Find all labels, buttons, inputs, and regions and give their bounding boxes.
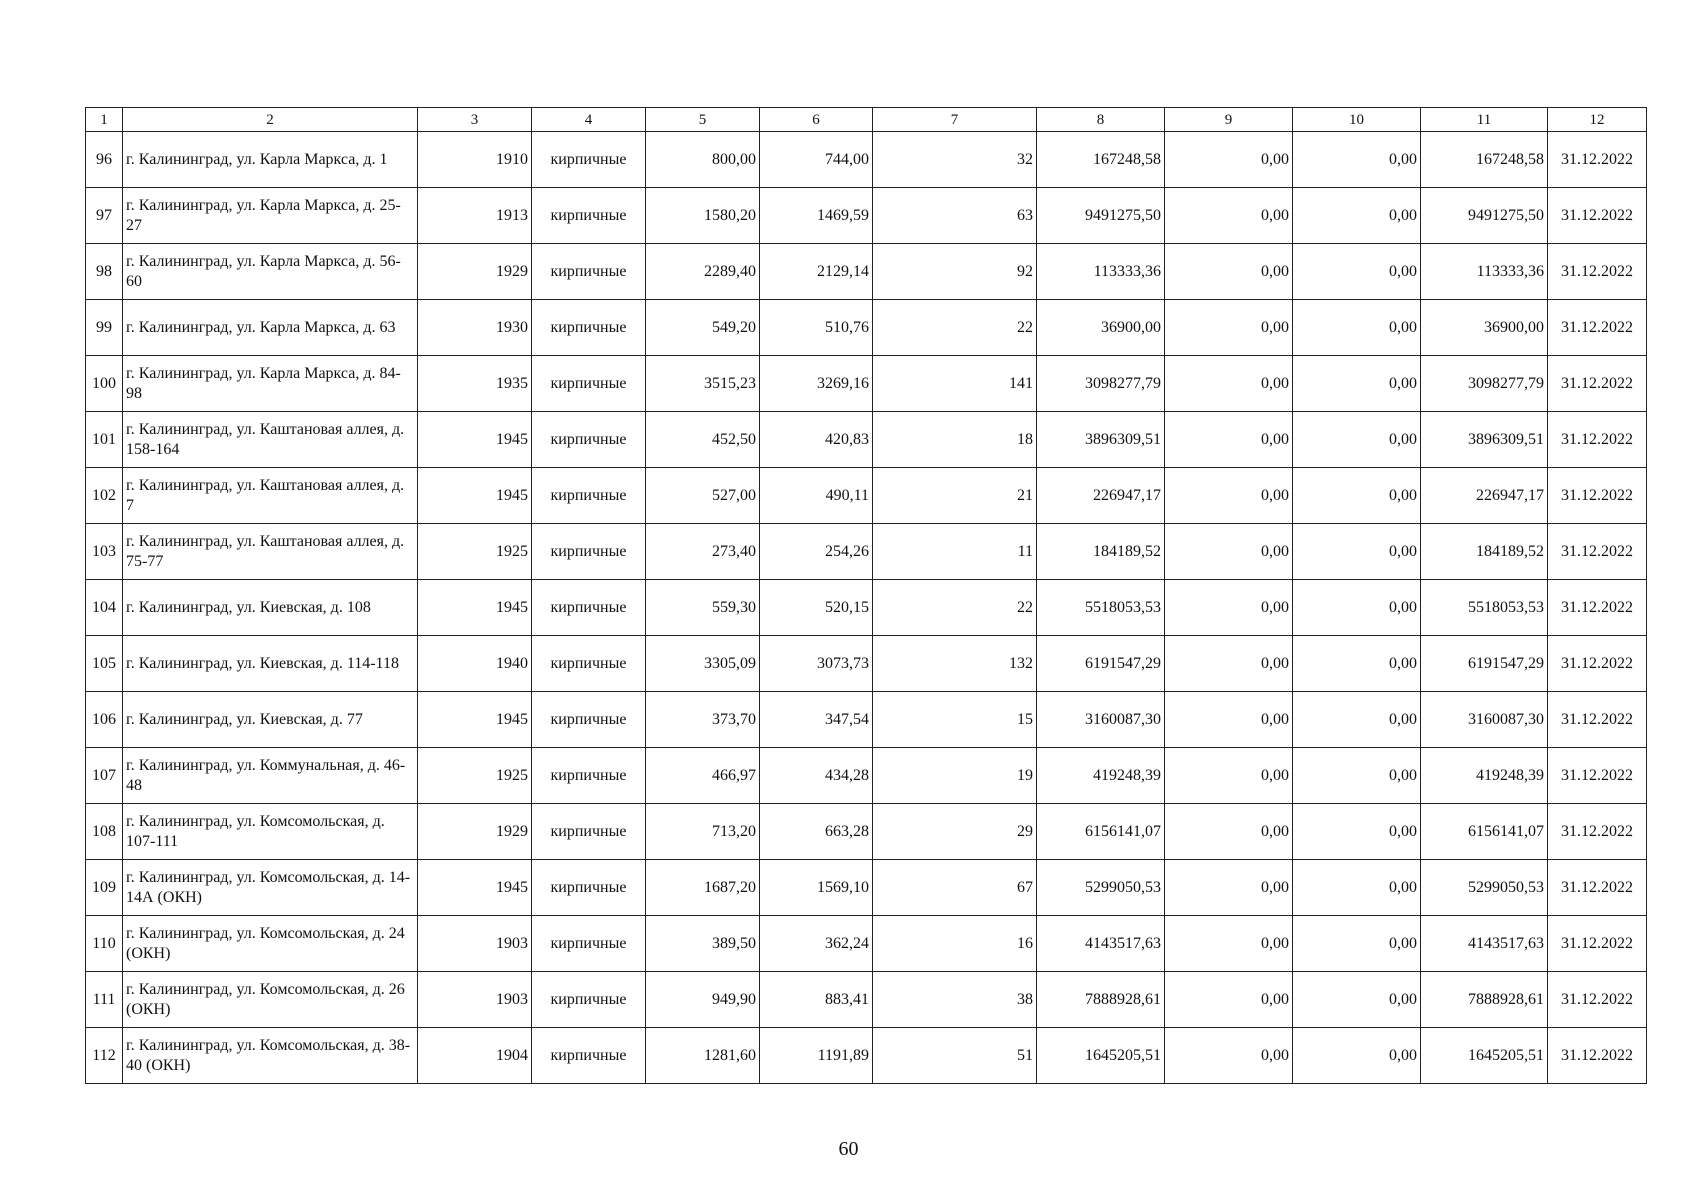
row-number-cell: 105 [86,636,123,692]
address-cell: г. Калининград, ул. Комсомольская, д. 26 (ОКН) [123,972,418,1028]
total-cost-cell: 226947,17 [1037,468,1165,524]
fund-cost-cell: 0,00 [1165,524,1293,580]
total-area-cell: 1281,60 [646,1028,760,1084]
owners-cost-cell: 5299050,53 [1421,860,1548,916]
owners-cost-cell: 167248,58 [1421,132,1548,188]
column-header: 10 [1293,108,1421,132]
column-header: 4 [532,108,646,132]
build-year-cell: 1945 [418,580,532,636]
fund-cost-cell: 0,00 [1165,692,1293,748]
living-area-cell: 1191,89 [760,1028,873,1084]
total-cost-cell: 3896309,51 [1037,412,1165,468]
build-year-cell: 1925 [418,748,532,804]
table-row [86,188,1647,244]
build-year-cell: 1929 [418,804,532,860]
row-number-cell: 104 [86,580,123,636]
address-cell: г. Калининград, ул. Киевская, д. 108 [123,580,418,636]
build-year-cell: 1935 [418,356,532,412]
build-year-cell: 1945 [418,468,532,524]
table-row [86,748,1647,804]
table-row [86,580,1647,636]
total-cost-cell: 5518053,53 [1037,580,1165,636]
deadline-date-cell: 31.12.2022 [1548,972,1647,1028]
table-row [86,916,1647,972]
living-area-cell: 510,76 [760,300,873,356]
living-area-cell: 254,26 [760,524,873,580]
total-area-cell: 3305,09 [646,636,760,692]
fund-cost-cell: 0,00 [1165,132,1293,188]
deadline-date-cell: 31.12.2022 [1548,1028,1647,1084]
owners-cost-cell: 113333,36 [1421,244,1548,300]
build-year-cell: 1913 [418,188,532,244]
residents-count-cell: 38 [873,972,1037,1028]
column-header: 8 [1037,108,1165,132]
total-cost-cell: 36900,00 [1037,300,1165,356]
build-year-cell: 1904 [418,1028,532,1084]
column-header: 1 [86,108,123,132]
table-row [86,636,1647,692]
residents-count-cell: 132 [873,636,1037,692]
total-area-cell: 273,40 [646,524,760,580]
living-area-cell: 420,83 [760,412,873,468]
address-cell: г. Калининград, ул. Карла Маркса, д. 84-98 [123,356,418,412]
budget-cost-cell: 0,00 [1293,412,1421,468]
build-year-cell: 1903 [418,916,532,972]
row-number-cell: 110 [86,916,123,972]
residents-count-cell: 16 [873,916,1037,972]
budget-cost-cell: 0,00 [1293,300,1421,356]
fund-cost-cell: 0,00 [1165,972,1293,1028]
owners-cost-cell: 5518053,53 [1421,580,1548,636]
budget-cost-cell: 0,00 [1293,1028,1421,1084]
build-year-cell: 1903 [418,972,532,1028]
address-cell: г. Калининград, ул. Карла Маркса, д. 63 [123,300,418,356]
total-area-cell: 559,30 [646,580,760,636]
owners-cost-cell: 4143517,63 [1421,916,1548,972]
owners-cost-cell: 6191547,29 [1421,636,1548,692]
table-row [86,804,1647,860]
budget-cost-cell: 0,00 [1293,804,1421,860]
row-number-cell: 96 [86,132,123,188]
fund-cost-cell: 0,00 [1165,804,1293,860]
table-row [86,244,1647,300]
deadline-date-cell: 31.12.2022 [1548,524,1647,580]
residents-count-cell: 29 [873,804,1037,860]
fund-cost-cell: 0,00 [1165,916,1293,972]
wall-material-cell: кирпичные [532,468,646,524]
column-number-row [86,108,1647,132]
owners-cost-cell: 7888928,61 [1421,972,1548,1028]
address-cell: г. Калининград, ул. Киевская, д. 114-118 [123,636,418,692]
budget-cost-cell: 0,00 [1293,860,1421,916]
column-header: 2 [123,108,418,132]
total-area-cell: 527,00 [646,468,760,524]
table-row [86,692,1647,748]
total-cost-cell: 419248,39 [1037,748,1165,804]
wall-material-cell: кирпичные [532,188,646,244]
owners-cost-cell: 6156141,07 [1421,804,1548,860]
row-number-cell: 99 [86,300,123,356]
wall-material-cell: кирпичные [532,692,646,748]
living-area-cell: 663,28 [760,804,873,860]
total-cost-cell: 5299050,53 [1037,860,1165,916]
housing-register-table [85,107,1647,1084]
fund-cost-cell: 0,00 [1165,748,1293,804]
row-number-cell: 112 [86,1028,123,1084]
build-year-cell: 1910 [418,132,532,188]
residents-count-cell: 22 [873,300,1037,356]
residents-count-cell: 141 [873,356,1037,412]
total-cost-cell: 1645205,51 [1037,1028,1165,1084]
fund-cost-cell: 0,00 [1165,1028,1293,1084]
total-area-cell: 1687,20 [646,860,760,916]
address-cell: г. Калининград, ул. Комсомольская, д. 38-40 (ОКН) [123,1028,418,1084]
owners-cost-cell: 3896309,51 [1421,412,1548,468]
table-row [86,860,1647,916]
column-header: 3 [418,108,532,132]
row-number-cell: 97 [86,188,123,244]
total-cost-cell: 3160087,30 [1037,692,1165,748]
total-cost-cell: 184189,52 [1037,524,1165,580]
residents-count-cell: 19 [873,748,1037,804]
total-area-cell: 949,90 [646,972,760,1028]
row-number-cell: 106 [86,692,123,748]
deadline-date-cell: 31.12.2022 [1548,188,1647,244]
total-area-cell: 3515,23 [646,356,760,412]
column-header: 11 [1421,108,1548,132]
table-row [86,524,1647,580]
wall-material-cell: кирпичные [532,524,646,580]
total-cost-cell: 7888928,61 [1037,972,1165,1028]
total-area-cell: 466,97 [646,748,760,804]
fund-cost-cell: 0,00 [1165,188,1293,244]
living-area-cell: 347,54 [760,692,873,748]
living-area-cell: 883,41 [760,972,873,1028]
total-area-cell: 549,20 [646,300,760,356]
address-cell: г. Калининград, ул. Каштановая аллея, д. 7 [123,468,418,524]
wall-material-cell: кирпичные [532,916,646,972]
fund-cost-cell: 0,00 [1165,860,1293,916]
residents-count-cell: 18 [873,412,1037,468]
column-header: 6 [760,108,873,132]
wall-material-cell: кирпичные [532,1028,646,1084]
total-cost-cell: 9491275,50 [1037,188,1165,244]
deadline-date-cell: 31.12.2022 [1548,412,1647,468]
row-number-cell: 109 [86,860,123,916]
budget-cost-cell: 0,00 [1293,916,1421,972]
fund-cost-cell: 0,00 [1165,580,1293,636]
address-cell: г. Калининград, ул. Киевская, д. 77 [123,692,418,748]
living-area-cell: 3269,16 [760,356,873,412]
build-year-cell: 1945 [418,860,532,916]
living-area-cell: 362,24 [760,916,873,972]
living-area-cell: 2129,14 [760,244,873,300]
build-year-cell: 1929 [418,244,532,300]
deadline-date-cell: 31.12.2022 [1548,636,1647,692]
wall-material-cell: кирпичные [532,300,646,356]
address-cell: г. Калининград, ул. Комсомольская, д. 14-14А (ОКН) [123,860,418,916]
table-row [86,356,1647,412]
table-row [86,412,1647,468]
owners-cost-cell: 3098277,79 [1421,356,1548,412]
wall-material-cell: кирпичные [532,580,646,636]
residents-count-cell: 22 [873,580,1037,636]
build-year-cell: 1930 [418,300,532,356]
wall-material-cell: кирпичные [532,860,646,916]
living-area-cell: 1469,59 [760,188,873,244]
owners-cost-cell: 419248,39 [1421,748,1548,804]
total-area-cell: 389,50 [646,916,760,972]
column-header: 5 [646,108,760,132]
budget-cost-cell: 0,00 [1293,356,1421,412]
total-area-cell: 1580,20 [646,188,760,244]
owners-cost-cell: 36900,00 [1421,300,1548,356]
address-cell: г. Калининград, ул. Каштановая аллея, д. 75-77 [123,524,418,580]
residents-count-cell: 67 [873,860,1037,916]
wall-material-cell: кирпичные [532,132,646,188]
fund-cost-cell: 0,00 [1165,412,1293,468]
row-number-cell: 98 [86,244,123,300]
total-area-cell: 373,70 [646,692,760,748]
deadline-date-cell: 31.12.2022 [1548,916,1647,972]
budget-cost-cell: 0,00 [1293,188,1421,244]
address-cell: г. Калининград, ул. Карла Маркса, д. 25-27 [123,188,418,244]
deadline-date-cell: 31.12.2022 [1548,692,1647,748]
table-row [86,300,1647,356]
build-year-cell: 1945 [418,692,532,748]
total-cost-cell: 167248,58 [1037,132,1165,188]
build-year-cell: 1940 [418,636,532,692]
address-cell: г. Калининград, ул. Карла Маркса, д. 1 [123,132,418,188]
total-area-cell: 2289,40 [646,244,760,300]
fund-cost-cell: 0,00 [1165,636,1293,692]
budget-cost-cell: 0,00 [1293,972,1421,1028]
living-area-cell: 490,11 [760,468,873,524]
living-area-cell: 1569,10 [760,860,873,916]
owners-cost-cell: 3160087,30 [1421,692,1548,748]
table-row [86,468,1647,524]
total-cost-cell: 6156141,07 [1037,804,1165,860]
total-cost-cell: 3098277,79 [1037,356,1165,412]
wall-material-cell: кирпичные [532,972,646,1028]
owners-cost-cell: 1645205,51 [1421,1028,1548,1084]
wall-material-cell: кирпичные [532,804,646,860]
total-cost-cell: 113333,36 [1037,244,1165,300]
living-area-cell: 520,15 [760,580,873,636]
budget-cost-cell: 0,00 [1293,636,1421,692]
total-cost-cell: 6191547,29 [1037,636,1165,692]
row-number-cell: 103 [86,524,123,580]
row-number-cell: 107 [86,748,123,804]
table-row [86,1028,1647,1084]
residents-count-cell: 51 [873,1028,1037,1084]
deadline-date-cell: 31.12.2022 [1548,244,1647,300]
build-year-cell: 1945 [418,412,532,468]
wall-material-cell: кирпичные [532,748,646,804]
total-area-cell: 800,00 [646,132,760,188]
deadline-date-cell: 31.12.2022 [1548,356,1647,412]
residents-count-cell: 15 [873,692,1037,748]
budget-cost-cell: 0,00 [1293,132,1421,188]
deadline-date-cell: 31.12.2022 [1548,468,1647,524]
address-cell: г. Калининград, ул. Комсомольская, д. 107-111 [123,804,418,860]
address-cell: г. Калининград, ул. Карла Маркса, д. 56-60 [123,244,418,300]
fund-cost-cell: 0,00 [1165,468,1293,524]
budget-cost-cell: 0,00 [1293,692,1421,748]
total-area-cell: 713,20 [646,804,760,860]
residents-count-cell: 32 [873,132,1037,188]
row-number-cell: 100 [86,356,123,412]
living-area-cell: 744,00 [760,132,873,188]
deadline-date-cell: 31.12.2022 [1548,860,1647,916]
living-area-cell: 3073,73 [760,636,873,692]
fund-cost-cell: 0,00 [1165,300,1293,356]
residents-count-cell: 21 [873,468,1037,524]
residents-count-cell: 63 [873,188,1037,244]
table-row [86,132,1647,188]
address-cell: г. Калининград, ул. Комсомольская, д. 24 (ОКН) [123,916,418,972]
total-area-cell: 452,50 [646,412,760,468]
address-cell: г. Калининград, ул. Коммунальная, д. 46-48 [123,748,418,804]
budget-cost-cell: 0,00 [1293,244,1421,300]
total-cost-cell: 4143517,63 [1037,916,1165,972]
budget-cost-cell: 0,00 [1293,748,1421,804]
owners-cost-cell: 226947,17 [1421,468,1548,524]
budget-cost-cell: 0,00 [1293,468,1421,524]
budget-cost-cell: 0,00 [1293,524,1421,580]
deadline-date-cell: 31.12.2022 [1548,804,1647,860]
table-row [86,972,1647,1028]
wall-material-cell: кирпичные [532,356,646,412]
deadline-date-cell: 31.12.2022 [1548,300,1647,356]
row-number-cell: 101 [86,412,123,468]
deadline-date-cell: 31.12.2022 [1548,132,1647,188]
page-number: 60 [838,1138,859,1160]
address-cell: г. Калининград, ул. Каштановая аллея, д. 158-164 [123,412,418,468]
living-area-cell: 434,28 [760,748,873,804]
budget-cost-cell: 0,00 [1293,580,1421,636]
row-number-cell: 111 [86,972,123,1028]
owners-cost-cell: 9491275,50 [1421,188,1548,244]
fund-cost-cell: 0,00 [1165,356,1293,412]
residents-count-cell: 11 [873,524,1037,580]
row-number-cell: 108 [86,804,123,860]
build-year-cell: 1925 [418,524,532,580]
row-number-cell: 102 [86,468,123,524]
deadline-date-cell: 31.12.2022 [1548,748,1647,804]
deadline-date-cell: 31.12.2022 [1548,580,1647,636]
column-header: 7 [873,108,1037,132]
owners-cost-cell: 184189,52 [1421,524,1548,580]
column-header: 9 [1165,108,1293,132]
fund-cost-cell: 0,00 [1165,244,1293,300]
column-header: 12 [1548,108,1647,132]
residents-count-cell: 92 [873,244,1037,300]
wall-material-cell: кирпичные [532,244,646,300]
wall-material-cell: кирпичные [532,636,646,692]
wall-material-cell: кирпичные [532,412,646,468]
